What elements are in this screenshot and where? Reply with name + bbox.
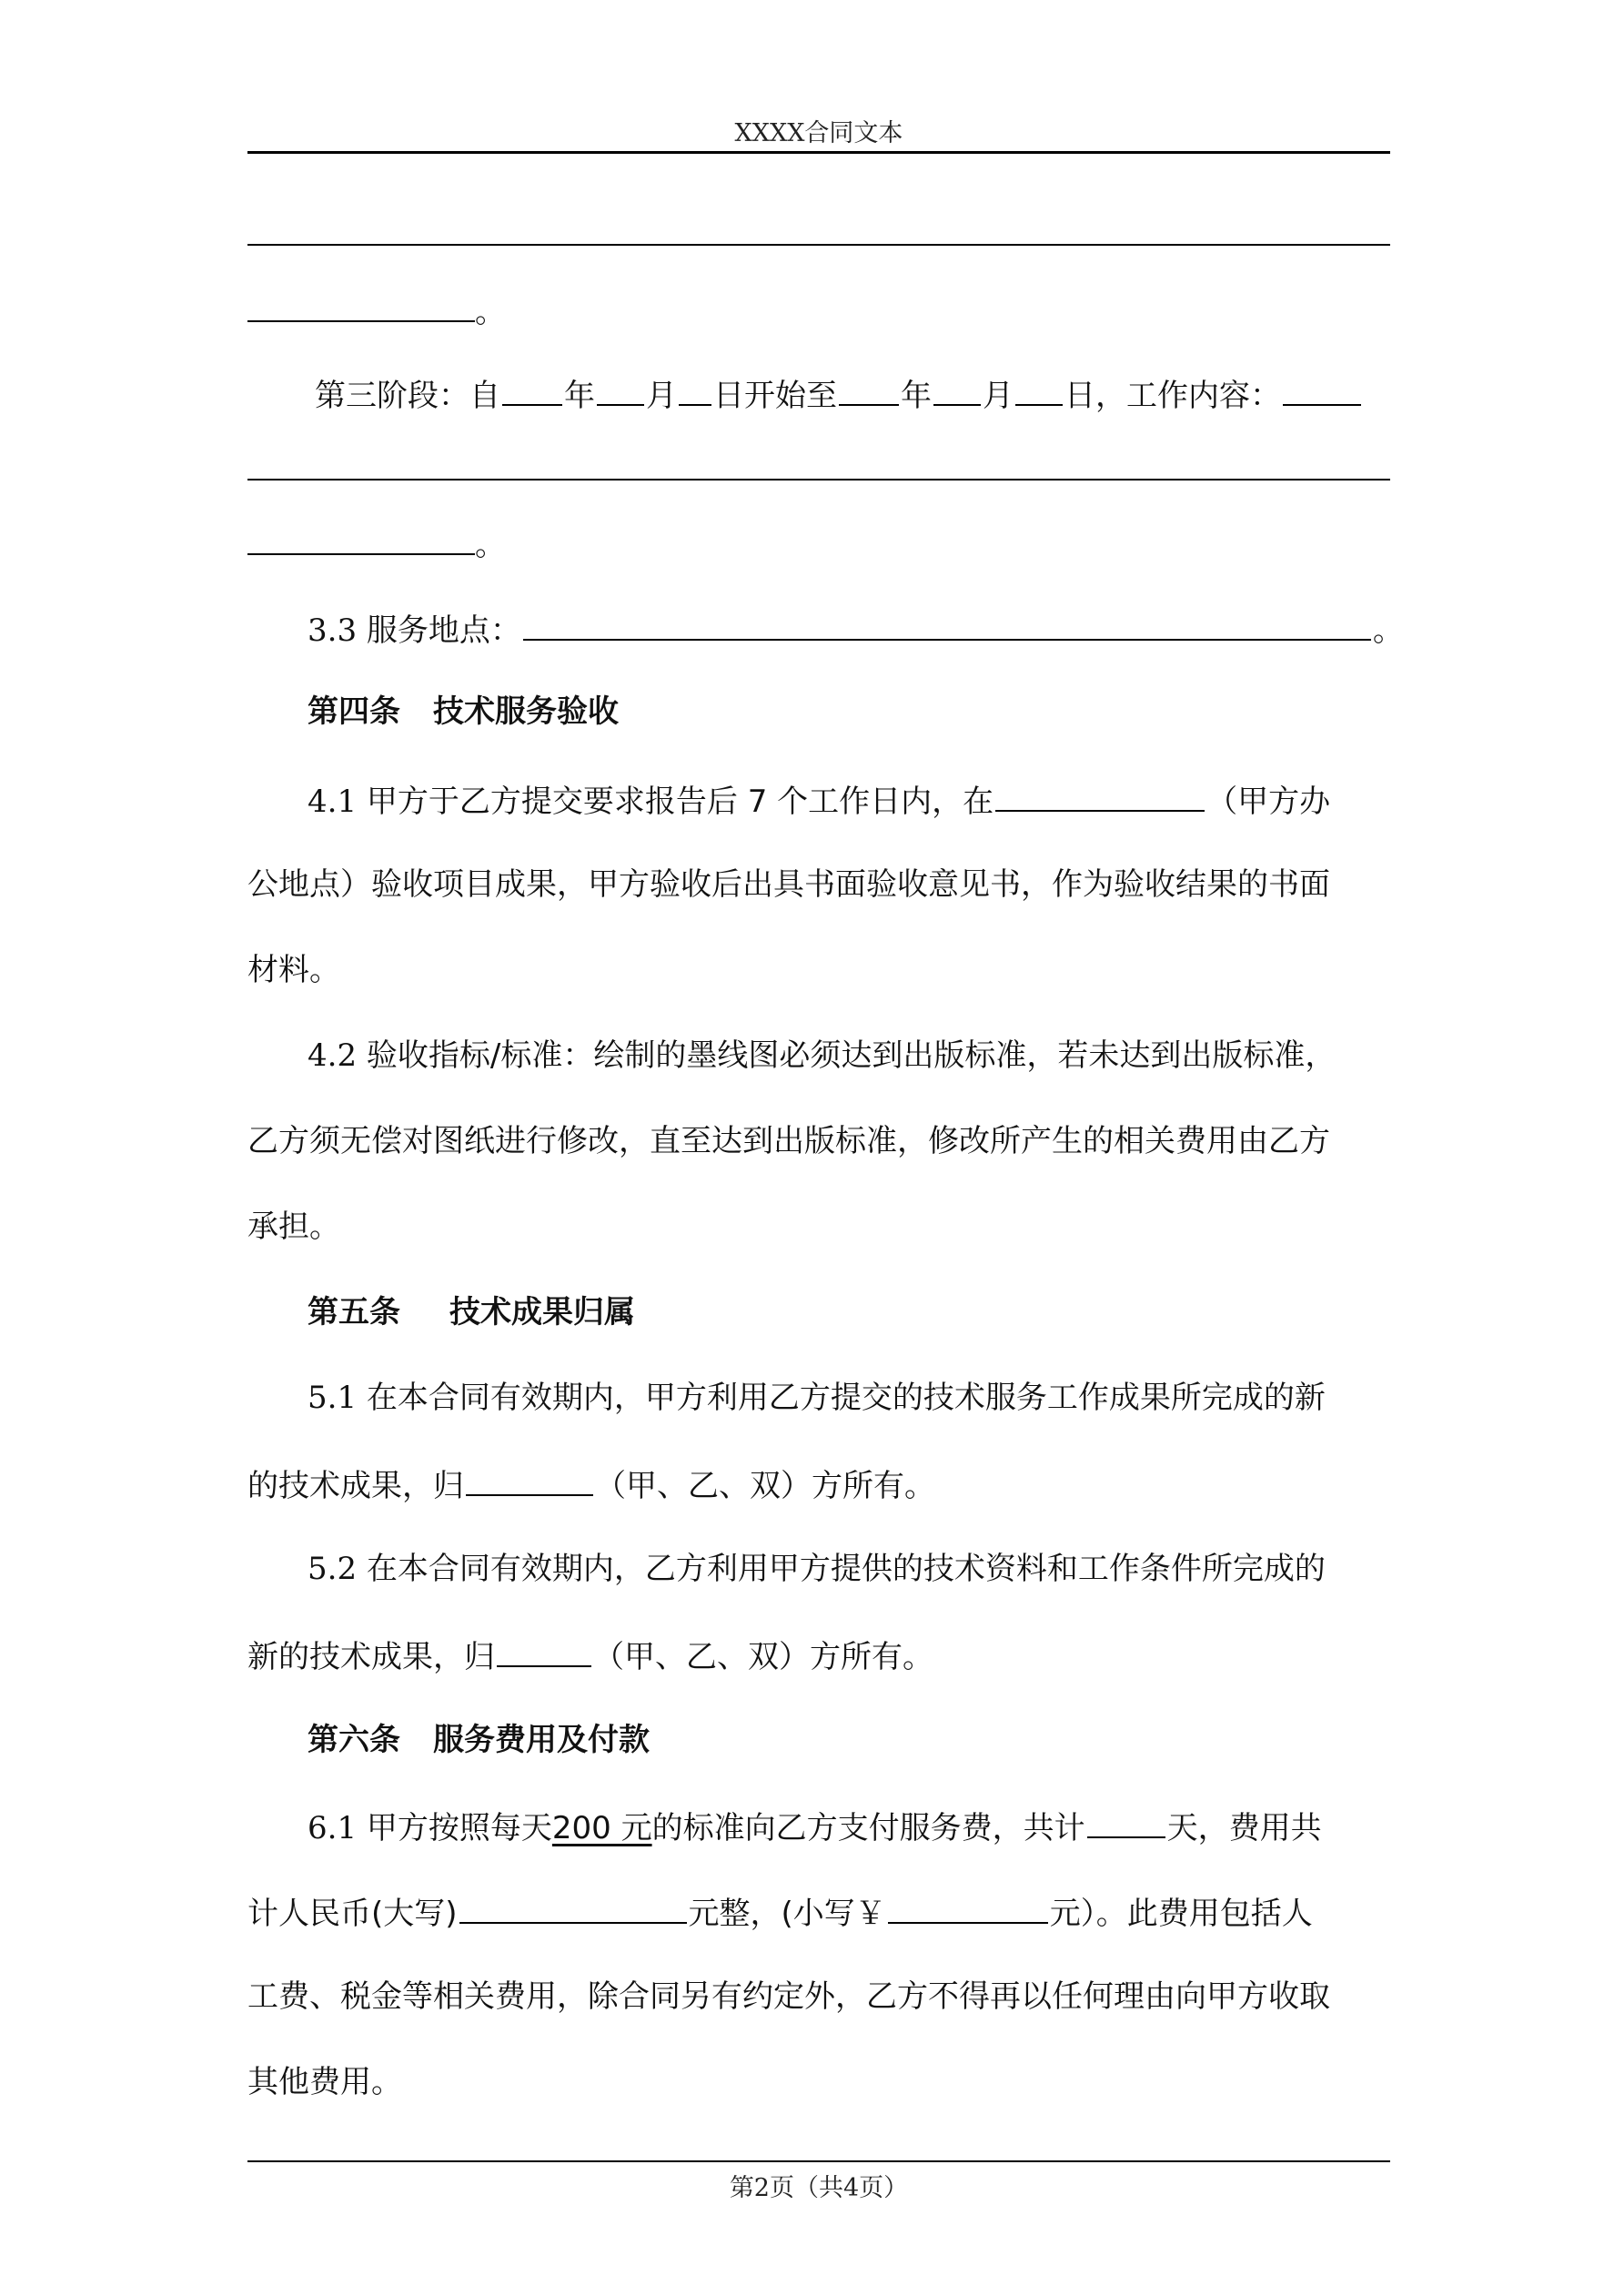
fill-line-end <box>247 522 1390 565</box>
clause-text: 的标准向乙方支付服务费，共计 <box>651 1810 1085 1846</box>
header-rule <box>247 151 1390 154</box>
footer-rule <box>247 2160 1390 2162</box>
article-number: 第四条 <box>308 693 400 730</box>
fill-line <box>247 244 1390 246</box>
clause-text: 在本合同有效期内，甲方利用乙方提交的技术服务工作成果所完成的新 <box>366 1380 1326 1416</box>
clause-4-2-line3: 承担。 <box>247 1209 340 1245</box>
blank <box>1015 373 1063 406</box>
clause-4-1-line2: 公地点）验收项目成果，甲方验收后出具书面验收意见书，作为验收结果的书面 <box>247 866 1330 903</box>
daily-rate: 200 元 <box>551 1810 652 1846</box>
clause-text: 服务地点： <box>366 612 521 649</box>
clause-text: 天，费用共 <box>1166 1810 1322 1846</box>
clause-text: 元）。此费用包括人 <box>1049 1896 1313 1932</box>
clause-text: 验收指标/标准：绘制的墨线图必须达到出版标准，若未达到出版标准， <box>366 1037 1337 1074</box>
end-mark: 。 <box>475 294 506 330</box>
page-footer: 第2页（共4页） <box>729 2174 909 2202</box>
clause-4-2-line2: 乙方须无偿对图纸进行修改，直至达到出版标准，修改所产生的相关费用由乙方 <box>247 1123 1330 1159</box>
blank <box>888 1891 1048 1924</box>
clause-6-1-line3: 工费、税金等相关费用，除合同另有约定外，乙方不得再以任何理由向甲方收取 <box>247 1978 1330 2015</box>
clause-5-2-line1 <box>247 1549 1450 1589</box>
article-6-heading <box>247 1720 1450 1760</box>
clause-number: 4.2 <box>308 1037 358 1074</box>
blank <box>247 289 475 322</box>
clause-5-2-line2 <box>247 1634 1390 1677</box>
blank <box>502 373 562 406</box>
clause-4-1-line1 <box>247 779 1450 822</box>
clause-text: 甲方于乙方提交要求报告后 7 个工作日内，在 <box>366 784 994 820</box>
clause-4-2-line1 <box>247 1036 1450 1076</box>
clause-6-1-line1 <box>247 1805 1450 1848</box>
fill-line-end <box>247 289 1390 332</box>
stage3-label: 第三阶段：自 <box>315 378 500 414</box>
clause-text: 在本合同有效期内，乙方利用甲方提供的技术资料和工作条件所完成的 <box>366 1551 1326 1587</box>
article-title: 服务费用及付款 <box>433 1722 650 1758</box>
clause-text: 计人民币(大写) <box>247 1896 458 1932</box>
blank <box>933 373 981 406</box>
end-mark: 。 <box>475 527 506 563</box>
clause-5-1-line2 <box>247 1463 1390 1506</box>
clause-6-1-line2 <box>247 1891 1390 1934</box>
clause-number: 5.1 <box>308 1380 358 1416</box>
clause-number: 4.1 <box>308 784 358 820</box>
article-title: 技术成果归属 <box>449 1294 635 1330</box>
clause-5-1-line1 <box>247 1378 1450 1418</box>
blank <box>995 779 1205 812</box>
clause-3-3 <box>247 608 1450 651</box>
clause-4-1-line3: 材料。 <box>247 952 340 988</box>
clause-number: 6.1 <box>308 1810 358 1846</box>
blank <box>679 373 711 406</box>
stage3-line <box>247 373 1458 416</box>
blank <box>523 608 1371 641</box>
article-title: 技术服务验收 <box>433 693 619 730</box>
clause-6-1-line4: 其他费用。 <box>247 2064 402 2100</box>
blank <box>1087 1805 1165 1838</box>
clause-text: 的技术成果，归 <box>247 1468 464 1504</box>
stage3-day1: 日开始至 <box>713 378 837 414</box>
blank <box>497 1634 591 1667</box>
stage3-year2: 年 <box>901 378 932 414</box>
clause-text: （甲方办 <box>1206 784 1331 820</box>
end-mark: 。 <box>1372 612 1404 649</box>
blank <box>839 373 899 406</box>
blank <box>459 1891 687 1924</box>
clause-number: 5.2 <box>308 1551 358 1587</box>
stage3-month2: 月 <box>983 378 1014 414</box>
clause-number: 3.3 <box>308 612 358 649</box>
blank <box>1283 373 1361 406</box>
clause-text: 新的技术成果，归 <box>247 1639 495 1675</box>
blank <box>466 1463 593 1496</box>
blank <box>597 373 644 406</box>
stage3-day2: 日，工作内容： <box>1064 378 1281 414</box>
fill-line <box>247 479 1390 480</box>
stage3-year1: 年 <box>564 378 595 414</box>
article-5-heading <box>247 1292 1450 1332</box>
article-number: 第五条 <box>308 1294 400 1330</box>
blank <box>247 522 475 555</box>
clause-text: 元整，(小写￥ <box>688 1896 886 1932</box>
clause-text: （甲、乙、双）方所有。 <box>595 1468 935 1504</box>
article-number: 第六条 <box>308 1722 400 1758</box>
stage3-month1: 月 <box>646 378 677 414</box>
clause-text: 甲方按照每天 <box>366 1810 552 1846</box>
clause-text: （甲、乙、双）方所有。 <box>593 1639 933 1675</box>
page-header: XXXX合同文本 <box>734 119 903 147</box>
article-4-heading <box>247 692 1450 732</box>
